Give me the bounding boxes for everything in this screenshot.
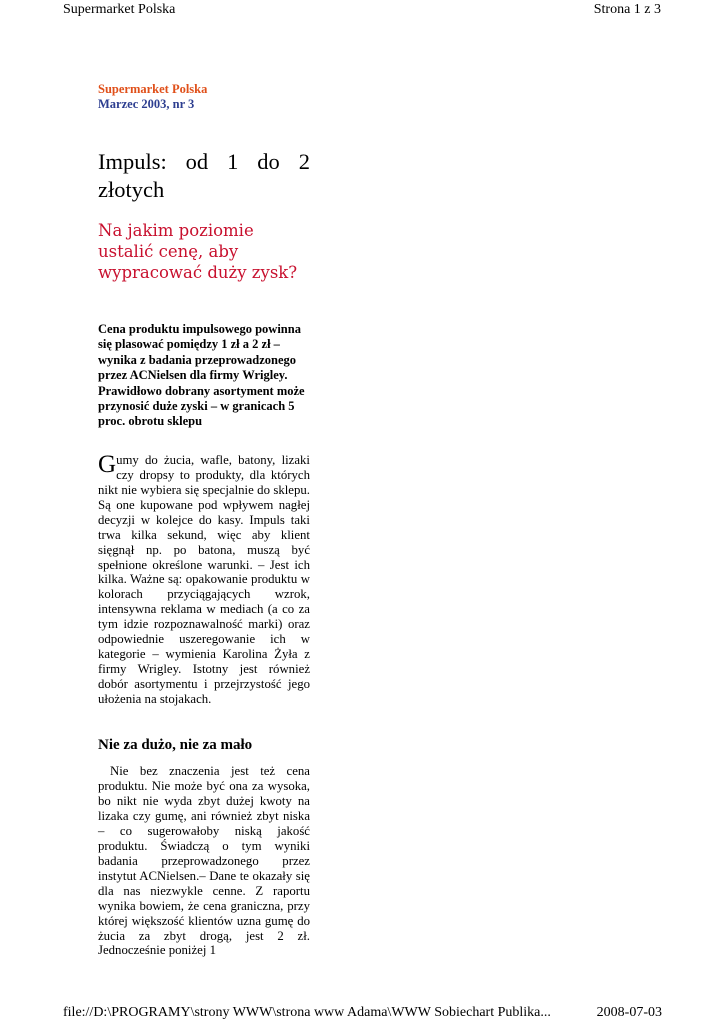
article-subtitle: Na jakim poziomie ustalić cenę, aby wypracować duży zysk? <box>98 221 298 282</box>
article-paragraph-1 <box>98 450 310 707</box>
page-footer-path: file://D:\PROGRAMY\strony WWW\strona www Adama\WWW Sobiechart Publika... <box>63 1005 551 1020</box>
page-header-page-number: Strona 1 z 3 <box>593 2 661 17</box>
article-lead: Cena produktu impulsowego powinna się plasować pomiędzy 1 zł a 2 zł – wynika z badania przeprowadzonego przez ACNielsen dla firmy Wrigley. Prawidłowo dobrany asortyment może przynosić duże zyski – w granicach 5 proc. obrotu sklepu <box>98 322 305 429</box>
publication-name: Supermarket Polska <box>98 82 208 96</box>
paragraph-1-text: umy do żucia, wafle, batony, lizaki czy dropsy to produkty, dla których nikt nie wybiera się specjalnie do sklepu. Są one kupowane pod wpływem nagłej decyzji w kolejce do kasy. Impuls taki trwa kilka sekund, więc aby klient sięgnął np. po batona, muszą być spełnione określone warunki. – Jest ich kilka. Ważne są: opakowanie produktu w kolorach przyciągających wzrok, intensywna reklama w mediach (a co za tym idzie rozpoznawalność marki) oraz odpowiednie uszeregowanie ich w kategorie – wymienia Karolina Żyła z firmy Wrigley. Istotny jest również dobór asortymentu i przejrzystość jego ułożenia na stojakach. <box>98 452 310 707</box>
page-footer-date: 2008-07-03 <box>596 1005 662 1020</box>
article-paragraph-2: Nie bez znaczenia jest też cena produktu. Nie może być ona za wysoka, bo nikt nie wyda zbyt dużej kwoty na lizaka czy gumę, ani również zbyt niska – co sugerowałoby niską jakość produktu. Świadczą o tym wyniki badania przeprowadzonego przez instytut ACNielsen.– Dane te okazały się dla nas niezwykle cenne. Z raportu wynika bowiem, że cena graniczna, przy której większość klientów uzna gumę do żucia za zbyt drogą, jest 2 zł. Jednocześnie poniżej 1 <box>98 764 310 958</box>
article-title: Impuls: od 1 do 2 złotych <box>98 149 310 202</box>
issue-info: Marzec 2003, nr 3 <box>98 97 195 111</box>
article-column <box>98 82 310 958</box>
drop-cap: G <box>98 450 117 478</box>
section-heading: Nie za dużo, nie za mało <box>98 737 253 754</box>
page-header-site: Supermarket Polska <box>63 2 176 17</box>
